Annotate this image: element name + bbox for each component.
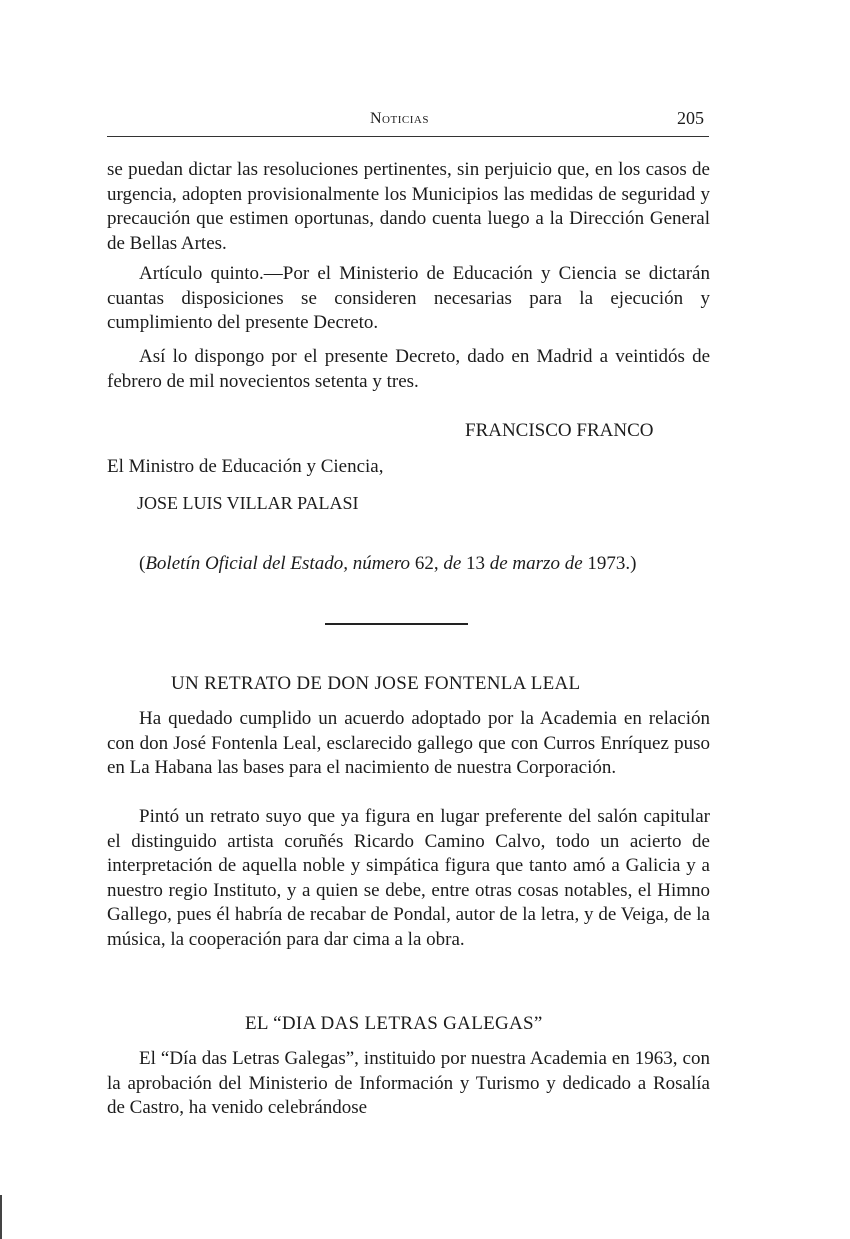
dia-letras-paragraph: El “Día das Letras Galegas”, instituido por nuestra Academia en 1963, con la aprobación del Ministerio de Información y Turismo y dedicado a Rosalía de Castro, ha venido celebrándose bbox=[107, 1048, 710, 1118]
section-heading-retrato: UN RETRATO DE DON JOSE FONTENLA LEAL bbox=[171, 673, 581, 694]
scan-edge-mark bbox=[0, 1195, 2, 1239]
retrato-paragraph-2: Pintó un retrato suyo que ya figura en lugar preferente del salón capitular el distinguido artista coruñés Ricardo Camino Calvo, todo un acierto de interpretación de aquella noble y simpática figura que tanto amó a Galicia y a nuestro regio Instituto, y a quien se debe, entre otras cosas notables, el Himno Gallego, pues él habría de recabar de Pondal, autor de la letra, y de Veiga, de la música, la cooperación para dar cima a la obra. bbox=[107, 806, 710, 950]
decree-paragraph-3: Así lo dispongo por el presente Decreto, dado en Madrid a veintidós de febrero de mil novecientos setenta y tres. bbox=[107, 346, 710, 392]
source-open-paren: ( bbox=[139, 553, 146, 574]
source-publication: Boletín Oficial del Estado, número bbox=[145, 553, 411, 574]
retrato-paragraph-1: Ha quedado cumplido un acuerdo adoptado por la Academia en relación con don José Fontenla Leal, esclarecido gallego que con Curros Enríquez puso en La Habana las bases para el nacimiento de nuestra Corporación. bbox=[107, 708, 710, 778]
section-divider bbox=[325, 623, 468, 625]
source-de: de bbox=[443, 553, 462, 574]
section-heading-dia-letras: EL “DIA DAS LETRAS GALEGAS” bbox=[245, 1013, 543, 1034]
source-date-words: de marzo de bbox=[489, 553, 583, 574]
signature: FRANCISCO FRANCO bbox=[465, 420, 654, 441]
page-number: 205 bbox=[677, 108, 704, 128]
source-day: 13 bbox=[466, 553, 485, 574]
decree-paragraph-1: se puedan dictar las resoluciones pertinentes, sin perjuicio que, en los casos de urgencia, adopten provisionalmente los Municipios las medidas de seguridad y precaución que estimen oportunas, dando cuenta luego a la Dirección General de Bellas Artes. bbox=[107, 159, 710, 254]
source-citation bbox=[107, 552, 710, 577]
source-year: 1973.) bbox=[587, 553, 637, 574]
source-number: 62, bbox=[414, 553, 439, 574]
header-rule bbox=[107, 136, 709, 137]
minister-label: El Ministro de Educación y Ciencia, bbox=[107, 456, 384, 477]
minister-name: JOSE LUIS VILLAR PALASI bbox=[137, 493, 359, 513]
running-header-title: Noticias bbox=[370, 110, 429, 127]
decree-paragraph-2: Artículo quinto.—Por el Ministerio de Educación y Ciencia se dictarán cuantas disposiciones se consideren necesarias para la ejecución y cumplimiento del presente Decreto. bbox=[107, 263, 710, 333]
